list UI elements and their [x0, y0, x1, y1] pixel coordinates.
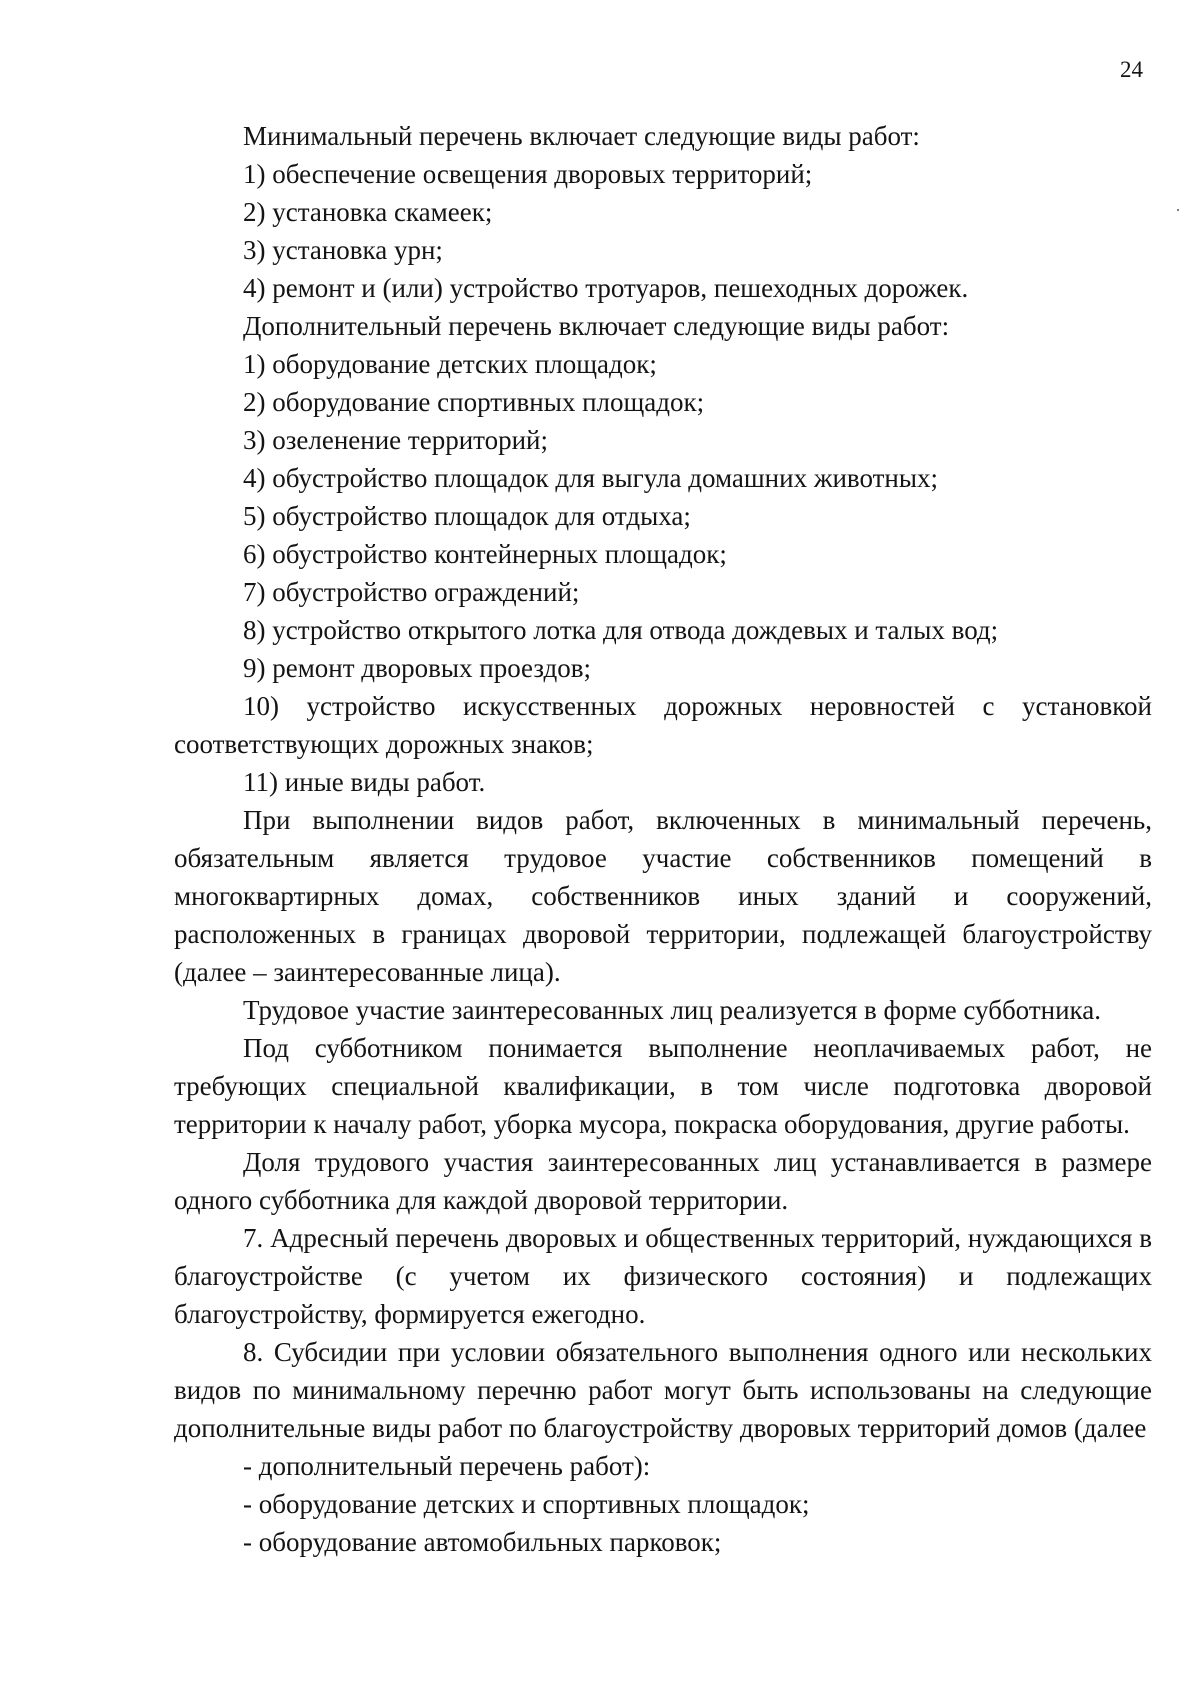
document-body — [174, 117, 1152, 1561]
final-list-item: - оборудование автомобильных парковок; — [243, 1527, 722, 1557]
subbotnik-form-paragraph: Трудовое участие заинтересованных лиц реализуется в форме субботника. — [243, 995, 1101, 1025]
final-list-item: - оборудование детских и спортивных площадок; — [243, 1489, 810, 1519]
additional-list-item: 2) оборудование спортивных площадок; — [243, 387, 705, 417]
minimal-list-item: 2) установка скамеек; — [243, 197, 493, 227]
minimal-list-item: 3) установка урн; — [243, 235, 443, 265]
clause-8-paragraph: 8. Субсидии при условии обязательного выполнения одного или нескольких видов по минимальному перечню работ могут быть использованы на следующие дополнительные виды работ по благоустройству дворовых территорий домов (далее — [174, 1337, 1152, 1443]
additional-list-item: 8) устройство открытого лотка для отвода дождевых и талых вод; — [243, 615, 999, 645]
additional-list-item: 1) оборудование детских площадок; — [243, 349, 657, 379]
additional-list-item: 4) обустройство площадок для выгула домашних животных; — [243, 463, 939, 493]
additional-list-item: 10) устройство искусственных дорожных неровностей с установкой соответствующих дорожных знаков; — [174, 691, 1152, 759]
scan-speck — [1177, 209, 1179, 211]
subbotnik-definition-paragraph: Под субботником понимается выполнение неоплачиваемых работ, не требующих специальной квалификации, в том числе подготовка дворовой территории к началу работ, уборка мусора, покраска оборудования, другие работы. — [174, 1033, 1152, 1139]
additional-list-item: 6) обустройство контейнерных площадок; — [243, 539, 727, 569]
final-list-item: - дополнительный перечень работ): — [243, 1451, 651, 1481]
labor-participation-paragraph: При выполнении видов работ, включенных в минимальный перечень, обязательным является трудовое участие собственников помещений в многоквартирных домах, собственников иных зданий и сооружений, расположенных в границах дворовой территории, подлежащей благоустройству (далее – заинтересованные лица). — [174, 805, 1152, 987]
minimal-list-intro: Минимальный перечень включает следующие виды работ: — [243, 121, 920, 151]
additional-list-item: 3) озеленение территорий; — [243, 425, 548, 455]
additional-list-intro: Дополнительный перечень включает следующие виды работ: — [243, 311, 950, 341]
additional-list-item: 11) иные виды работ. — [243, 767, 486, 797]
additional-list-item: 9) ремонт дворовых проездов; — [243, 653, 592, 683]
additional-list-item: 7) обустройство ограждений; — [243, 577, 580, 607]
labor-share-paragraph: Доля трудового участия заинтересованных лиц устанавливается в размере одного субботника для каждой дворовой территории. — [174, 1147, 1152, 1215]
additional-list-item: 5) обустройство площадок для отдыха; — [243, 501, 691, 531]
clause-7-paragraph: 7. Адресный перечень дворовых и общественных территорий, нуждающихся в благоустройстве (с учетом их физического состояния) и подлежащих благоустройству, формируется ежегодно. — [174, 1223, 1152, 1329]
minimal-list-item: 1) обеспечение освещения дворовых территорий; — [243, 159, 813, 189]
minimal-list-item: 4) ремонт и (или) устройство тротуаров, пешеходных дорожек. — [243, 273, 969, 303]
page-number: 24 — [1120, 57, 1143, 82]
